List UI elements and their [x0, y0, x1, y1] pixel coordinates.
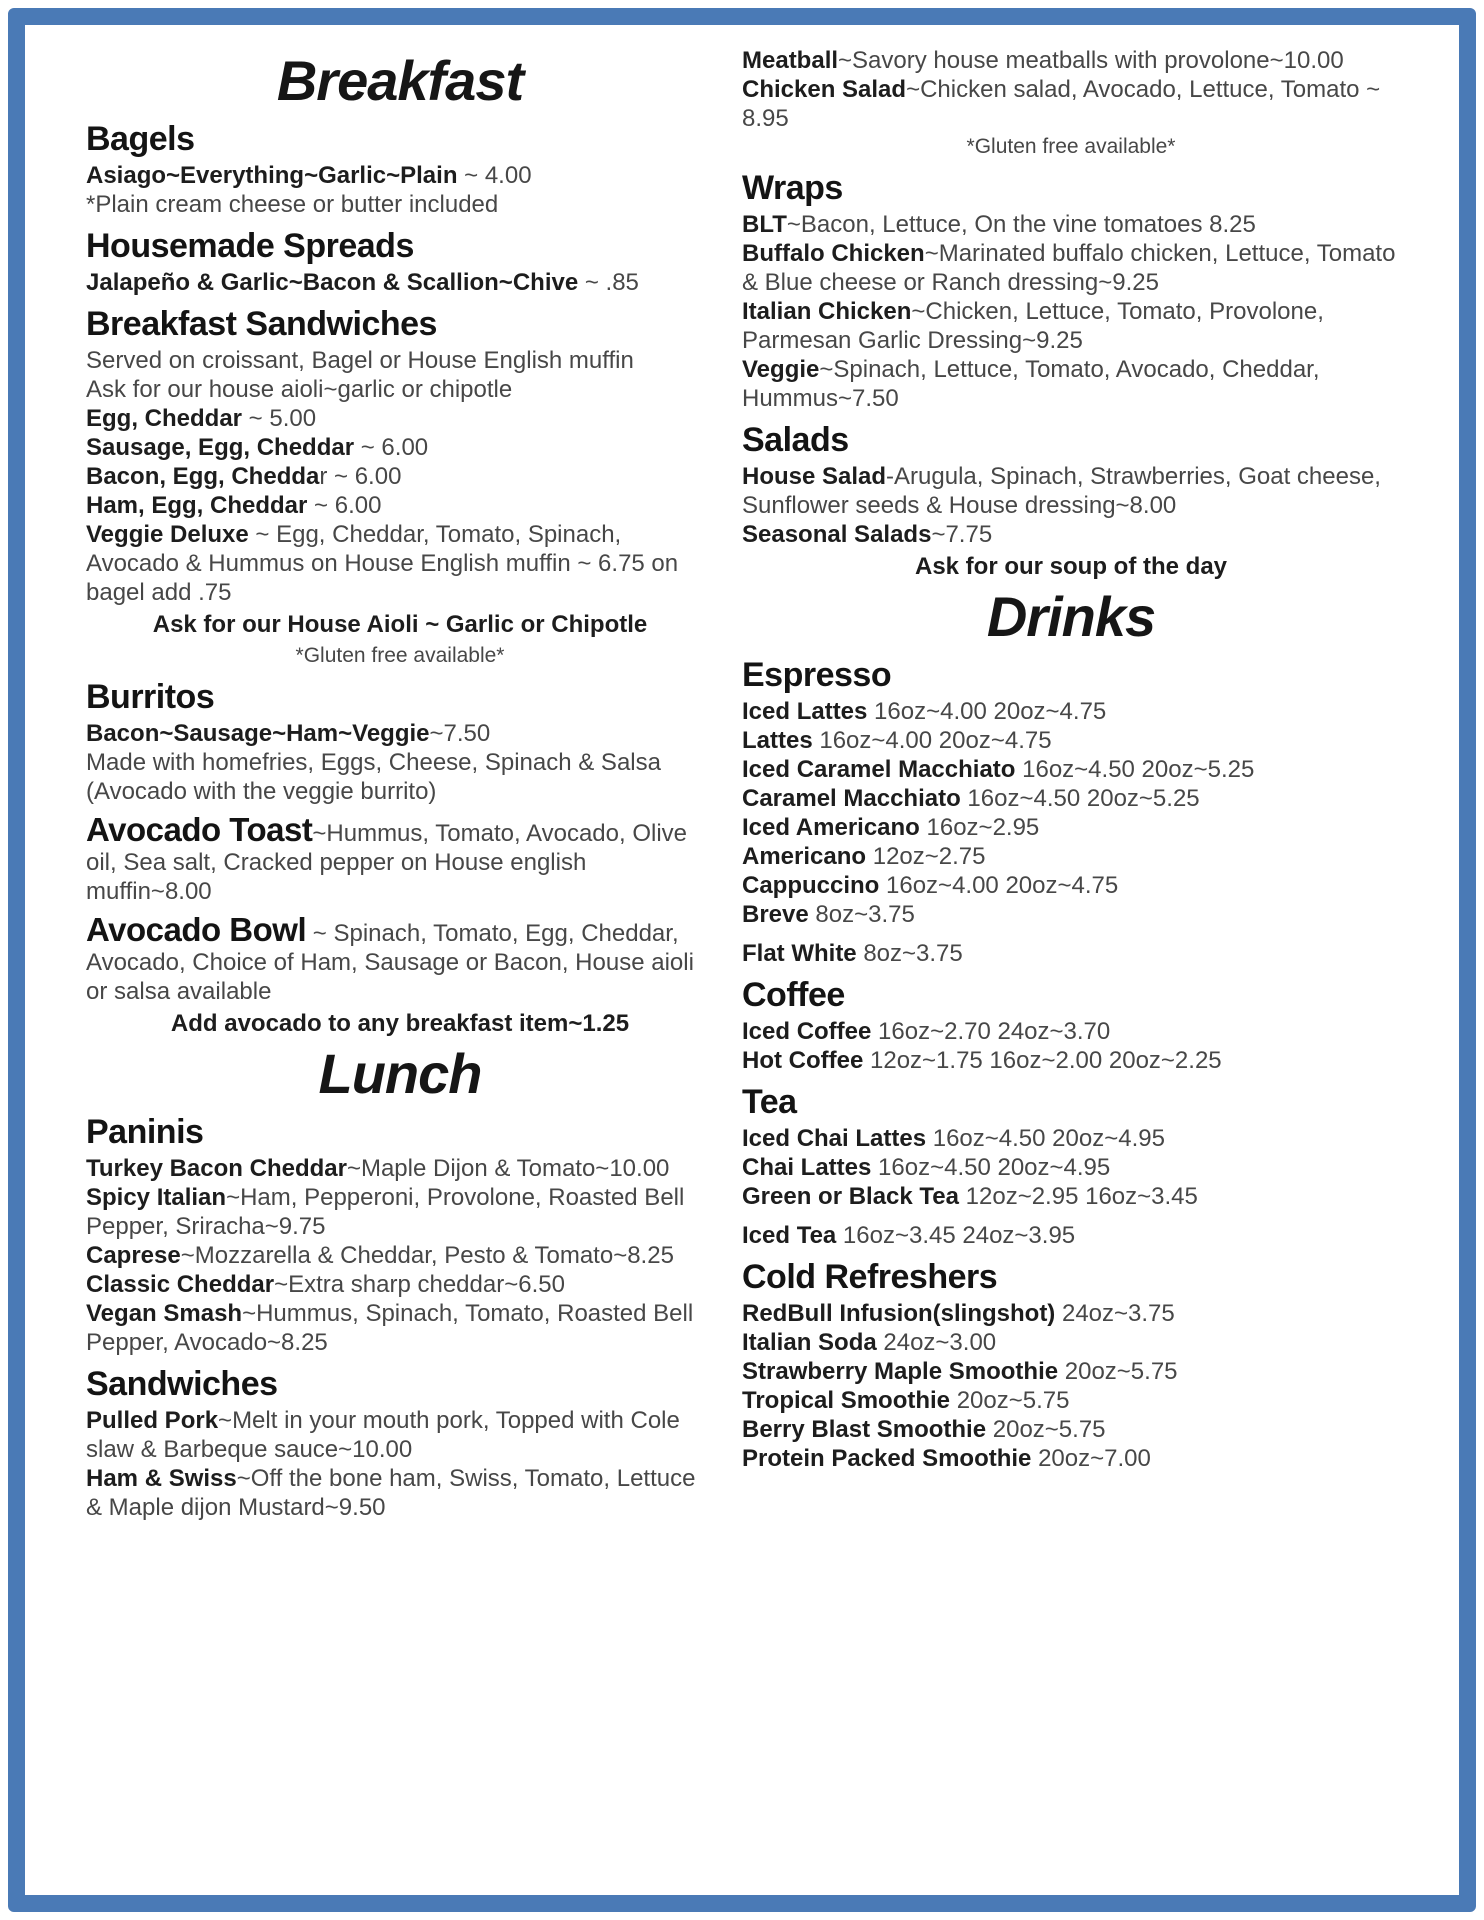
- bagels-heading: Bagels: [86, 120, 195, 158]
- item-desc: ~Melt in your mouth pork, Topped with Cole slaw & Barbeque sauce~10.00: [86, 1407, 680, 1463]
- item-desc: 16oz~3.45 24oz~3.95: [836, 1222, 1076, 1249]
- espresso-heading: Espresso: [742, 656, 892, 694]
- menu-item-cappuccino: [742, 871, 1400, 900]
- breakfast-sandwiches-heading: Breakfast Sandwiches: [86, 305, 437, 343]
- bagels-note: *Plain cream cheese or butter included: [86, 191, 499, 218]
- item-name: Spicy Italian: [86, 1184, 227, 1211]
- burritos-heading: Burritos: [86, 678, 215, 716]
- menu-item-caprese: [86, 1241, 714, 1270]
- tea-heading: Tea: [742, 1083, 797, 1121]
- house-aioli-note: Ask for our House Aioli ~ Garlic or Chipotle: [152, 611, 648, 638]
- item-name: Meatball: [742, 47, 839, 74]
- menu-item-spicy-italian: [86, 1183, 714, 1241]
- item-name: House Salad: [742, 463, 887, 490]
- menu-item-turkey-bacon-cheddar: [86, 1154, 714, 1183]
- item-name: Breve: [742, 901, 809, 928]
- item-name: Lattes: [742, 727, 813, 754]
- item-desc: 20oz~5.75: [1058, 1358, 1178, 1385]
- item-name: Seasonal Salads: [742, 521, 932, 548]
- menu-item-iced-tea: [742, 1221, 1400, 1250]
- menu-item-italian-chicken: [742, 297, 1400, 355]
- item-name: Avocado Toast: [86, 811, 313, 848]
- sandwiches-heading: Sandwiches: [86, 1365, 278, 1403]
- item-name: Bacon~Sausage~Ham~Veggie: [86, 720, 430, 747]
- item-desc: ~7.50: [429, 720, 491, 747]
- menu-item-iced-caramel-macchiato: [742, 755, 1400, 784]
- section-sandwiches: [86, 1364, 714, 1522]
- menu-item-ham-egg-cheddar: [86, 491, 714, 520]
- menu-item-meatball: [742, 46, 1400, 75]
- item-name: Caramel Macchiato: [742, 785, 961, 812]
- menu-item-iced-lattes: [742, 697, 1400, 726]
- item-desc: ~Marinated buffalo chicken, Lettuce, Tomato & Blue cheese or Ranch dressing~9.25: [742, 240, 1396, 296]
- item-desc: 20oz~5.75: [950, 1387, 1070, 1414]
- item-desc: 16oz~4.50 20oz~5.25: [960, 785, 1200, 812]
- item-desc: 12oz~2.75: [866, 843, 986, 870]
- item-desc: 16oz~2.70 24oz~3.70: [871, 1018, 1111, 1045]
- gluten-free-note-left: *Gluten free available*: [295, 644, 505, 667]
- section-cold-refreshers: [742, 1257, 1400, 1473]
- item-desc: 8oz~3.75: [808, 901, 915, 928]
- item-desc: 20oz~5.75: [986, 1416, 1106, 1443]
- menu-item-classic-cheddar: [86, 1270, 714, 1299]
- item-name: Strawberry Maple Smoothie: [742, 1358, 1059, 1385]
- menu-item-avocado-toast: [86, 811, 714, 906]
- item-desc: 12oz~1.75 16oz~2.00 20oz~2.25: [863, 1047, 1222, 1074]
- section-wraps: [742, 168, 1400, 413]
- section-breakfast-sandwiches: [86, 304, 714, 670]
- item-name: Bacon, Egg, Chedda: [86, 463, 320, 490]
- item-desc: 8oz~3.75: [856, 940, 963, 967]
- item-desc: 16oz~2.95: [919, 814, 1040, 841]
- menu-item-burrito: [86, 719, 714, 748]
- item-desc: ~Bacon, Lettuce, On the vine tomatoes 8.25: [786, 211, 1256, 238]
- item-desc: ~ Spinach, Tomato, Egg, Cheddar, Avocado, Choice of Ham, Sausage or Bacon, House aioli or salsa available: [86, 920, 694, 1005]
- item-name: Americano: [742, 843, 867, 870]
- item-name: Tropical Smoothie: [742, 1387, 951, 1414]
- item-desc: ~Mozzarella & Cheddar, Pesto & Tomato~8.25: [180, 1242, 674, 1269]
- item-desc: 16oz~4.00 20oz~4.75: [867, 698, 1107, 725]
- menu-item-house-salad: [742, 462, 1400, 520]
- item-name: Flat White: [742, 940, 857, 967]
- lunch-title: Lunch: [318, 1042, 482, 1105]
- item-desc: ~ 5.00: [242, 405, 317, 432]
- menu-item-vegan-smash: [86, 1299, 714, 1357]
- item-desc: ~ 4.00: [457, 162, 532, 189]
- item-name: Iced Tea: [742, 1222, 837, 1249]
- item-desc: 16oz~4.50 20oz~4.95: [871, 1154, 1111, 1181]
- item-name: Chai Lattes: [742, 1154, 872, 1181]
- item-desc: ~Savory house meatballs with provolone~10.00: [838, 47, 1344, 74]
- item-name: Sausage, Egg, Cheddar: [86, 434, 355, 461]
- breakfast-title: Breakfast: [276, 49, 524, 112]
- item-desc: ~Chicken salad, Avocado, Lettuce, Tomato ~ 8.95: [742, 76, 1381, 132]
- menu-item-spreads: [86, 268, 714, 297]
- item-name: Ham & Swiss: [86, 1465, 237, 1492]
- add-avocado-note: Add avocado to any breakfast item~1.25: [170, 1010, 630, 1037]
- item-desc: ~Ham, Pepperoni, Provolone, Roasted Bell Pepper, Sriracha~9.75: [86, 1184, 685, 1240]
- menu-item-italian-soda: [742, 1328, 1400, 1357]
- item-desc: ~Chicken, Lettuce, Tomato, Provolone, Parmesan Garlic Dressing~9.25: [742, 298, 1324, 354]
- section-espresso: [742, 655, 1400, 968]
- item-name: Vegan Smash: [86, 1300, 243, 1327]
- item-desc: 16oz~4.50 20oz~5.25: [1015, 756, 1255, 783]
- item-name: Protein Packed Smoothie: [742, 1445, 1032, 1472]
- menu-item-seasonal-salads: [742, 520, 1400, 549]
- item-desc: ~Maple Dijon & Tomato~10.00: [346, 1155, 670, 1182]
- item-name: Iced Coffee: [742, 1018, 872, 1045]
- section-housemade-spreads: [86, 226, 714, 297]
- menu-item-tropical-smoothie: [742, 1386, 1400, 1415]
- item-desc: r ~ 6.00: [319, 463, 402, 490]
- menu-content: [86, 46, 1400, 1522]
- menu-item-flat-white: [742, 939, 1400, 968]
- item-name: Chicken Salad: [742, 76, 907, 103]
- item-desc: ~ 6.00: [307, 492, 382, 519]
- drinks-title: Drinks: [986, 585, 1156, 648]
- menu-item-americano: [742, 842, 1400, 871]
- item-desc: ~ Egg, Cheddar, Tomato, Spinach, Avocado & Hummus on House English muffin ~ 6.75 on bagel add .75: [86, 521, 679, 606]
- burritos-line3: (Avocado with the veggie burrito): [86, 778, 437, 805]
- item-name: Avocado Bowl: [86, 911, 307, 948]
- menu-item-hot-coffee: [742, 1046, 1400, 1075]
- item-desc: ~Hummus, Tomato, Avocado, Olive oil, Sea salt, Cracked pepper on House english muffin~8.00: [86, 820, 687, 905]
- menu-item-bagels: [86, 161, 714, 190]
- menu-item-protein-packed-smoothie: [742, 1444, 1400, 1473]
- item-name: Iced Chai Lattes: [742, 1125, 927, 1152]
- item-name: Ham, Egg, Cheddar: [86, 492, 308, 519]
- menu-item-chai-lattes: [742, 1153, 1400, 1182]
- section-burritos: [86, 677, 714, 806]
- item-name: Berry Blast Smoothie: [742, 1416, 987, 1443]
- menu-item-berry-blast-smoothie: [742, 1415, 1400, 1444]
- item-desc: 16oz~4.00 20oz~4.75: [812, 727, 1052, 754]
- menu-item-blt: [742, 210, 1400, 239]
- item-desc: 20oz~7.00: [1031, 1445, 1151, 1472]
- breakfast-sandwiches-sub2: Ask for our house aioli~garlic or chipotle: [86, 376, 513, 403]
- burritos-line2: Made with homefries, Eggs, Cheese, Spinach & Salsa: [86, 749, 661, 776]
- item-desc: -Arugula, Spinach, Strawberries, Goat cheese, Sunflower seeds & House dressing~8.00: [742, 463, 1381, 519]
- item-desc: 16oz~4.00 20oz~4.75: [879, 872, 1119, 899]
- item-name: Iced Lattes: [742, 698, 868, 725]
- menu-item-bacon-egg-cheddar: [86, 462, 714, 491]
- item-name: Cappuccino: [742, 872, 880, 899]
- left-column: [86, 46, 714, 1522]
- section-tea: [742, 1082, 1400, 1250]
- item-name: Turkey Bacon Cheddar: [86, 1155, 347, 1182]
- item-desc: ~Extra sharp cheddar~6.50: [274, 1271, 565, 1298]
- item-desc: 16oz~4.50 20oz~4.95: [926, 1125, 1165, 1152]
- spreads-heading: Housemade Spreads: [86, 227, 414, 265]
- section-bagels: [86, 119, 714, 219]
- menu-item-pulled-pork: [86, 1406, 714, 1464]
- menu-item-avocado-bowl: [86, 911, 714, 1006]
- item-name: Buffalo Chicken: [742, 240, 925, 267]
- item-desc: ~Off the bone ham, Swiss, Tomato, Lettuce & Maple dijon Mustard~9.50: [86, 1465, 696, 1521]
- item-name: BLT: [742, 211, 787, 238]
- coffee-heading: Coffee: [742, 976, 845, 1014]
- item-name: Egg, Cheddar: [86, 405, 243, 432]
- menu-item-iced-americano: [742, 813, 1400, 842]
- menu-item-iced-coffee: [742, 1017, 1400, 1046]
- item-name: Veggie Deluxe: [86, 521, 249, 548]
- menu-item-lattes: [742, 726, 1400, 755]
- item-name: Green or Black Tea: [742, 1183, 959, 1210]
- gluten-free-note-right: *Gluten free available*: [966, 135, 1176, 158]
- menu-item-egg-cheddar: [86, 404, 714, 433]
- item-desc: 12oz~2.95 16oz~3.45: [958, 1183, 1198, 1210]
- item-desc: 24oz~3.75: [1055, 1300, 1175, 1327]
- menu-item-buffalo-chicken: [742, 239, 1400, 297]
- item-name: Italian Chicken: [742, 298, 912, 325]
- breakfast-sandwiches-sub1: Served on croissant, Bagel or House English muffin: [86, 347, 634, 374]
- salads-heading: Salads: [742, 421, 849, 459]
- item-name: Hot Coffee: [742, 1047, 864, 1074]
- menu-item-caramel-macchiato: [742, 784, 1400, 813]
- menu-item-veggie-wrap: [742, 355, 1400, 413]
- menu-item-iced-chai-lattes: [742, 1124, 1400, 1153]
- section-salads: [742, 420, 1400, 582]
- paninis-heading: Paninis: [86, 1113, 204, 1151]
- section-sandwiches-continued: [742, 46, 1400, 161]
- item-name: Asiago~Everything~Garlic~Plain: [86, 162, 458, 189]
- menu-item-sausage-egg-cheddar: [86, 433, 714, 462]
- menu-item-redbull-infusion: [742, 1299, 1400, 1328]
- item-name: Jalapeño & Garlic~Bacon & Scallion~Chive: [86, 269, 579, 296]
- section-paninis: [86, 1112, 714, 1357]
- item-name: Classic Cheddar: [86, 1271, 275, 1298]
- cold-refreshers-heading: Cold Refreshers: [742, 1258, 998, 1296]
- menu-item-strawberry-maple-smoothie: [742, 1357, 1400, 1386]
- item-name: Italian Soda: [742, 1329, 877, 1356]
- item-desc: ~Spinach, Lettuce, Tomato, Avocado, Cheddar, Hummus~7.50: [742, 356, 1320, 412]
- item-desc: ~7.75: [931, 521, 993, 548]
- item-name: Caprese: [86, 1242, 181, 1269]
- item-desc: 24oz~3.00: [876, 1329, 997, 1356]
- item-desc: ~Hummus, Spinach, Tomato, Roasted Bell Pepper, Avocado~8.25: [86, 1300, 694, 1356]
- item-name: Iced Americano: [742, 814, 920, 841]
- soup-of-the-day-note: Ask for our soup of the day: [914, 553, 1228, 580]
- item-name: Pulled Pork: [86, 1407, 219, 1434]
- section-coffee: [742, 975, 1400, 1075]
- menu-item-green-or-black-tea: [742, 1182, 1400, 1211]
- menu-item-veggie-deluxe: [86, 520, 714, 607]
- item-desc: ~ 6.00: [354, 434, 429, 461]
- item-desc: ~ .85: [578, 269, 639, 296]
- menu-item-ham-swiss: [86, 1464, 714, 1522]
- item-name: RedBull Infusion(slingshot): [742, 1300, 1056, 1327]
- right-column: [742, 46, 1400, 1522]
- menu-item-breve: [742, 900, 1400, 929]
- menu-item-chicken-salad: [742, 75, 1400, 133]
- item-name: Iced Caramel Macchiato: [742, 756, 1016, 783]
- item-name: Veggie: [742, 356, 820, 383]
- wraps-heading: Wraps: [742, 169, 843, 207]
